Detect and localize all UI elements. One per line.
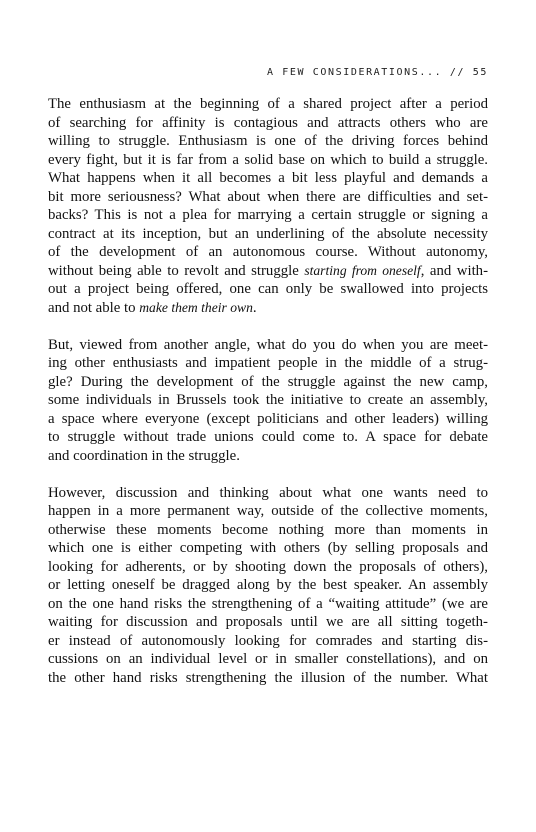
text-line: out a project being offered, one can only be swallowed into projects [48,281,488,297]
paragraph [48,95,488,317]
text-line: happen in a more permanent way, outside of the collective moments, [48,503,488,519]
text-line [48,262,488,281]
text-segment: without being able to revolt and struggle [48,262,305,279]
text-line: The enthusiasm at the beginning of a shared project after a period [48,96,488,112]
text-line: on the one hand risks the strengthening of a “waiting attitude” (we are [48,595,488,612]
text-line: backs? This is not a plea for marrying a certain struggle or signing a [48,207,488,223]
text-line: willing to struggle. Enthusiasm is one of the driving forces behind [48,133,488,149]
text-line: the other hand risks strengthening the illusion of the number. What [48,669,488,686]
text-line: to struggle without trade unions could come to. A space for debate [48,429,488,445]
text-line: of the development of an autonomous course. Without autonomy, [48,244,488,260]
text-line: What happens when it all becomes a bit less playful and demands a [48,170,488,186]
text-line: and coordination in the struggle. [48,447,240,464]
text-line: waiting for discussion and proposals until we are all sitting togeth- [48,614,488,630]
running-head: A FEW CONSIDERATIONS... // 55 [267,67,488,78]
text-line: bit more seriousness? What about when there are difficulties and set- [48,188,488,205]
text-line: every fight, but it is far from a solid base on which to build a struggle. [48,151,488,168]
text-segment: and not able to [48,299,140,316]
text-line: contract at its inception, but an underlining of the absolute necessity [48,225,488,242]
paragraph [48,336,488,466]
text-line: But, viewed from another angle, what do you do when you are meet- [48,336,488,353]
text-line: some individuals in Brussels took the initiative to create an assembly, [48,392,488,408]
text-line: er instead of autonomously looking for comrades and starting dis- [48,632,488,649]
text-segment: , and with- [420,262,488,279]
text-line: which one is either competing with others (by selling proposals and [48,540,488,556]
text-line: ing other enthusiasts and impatient people in the middle of a strug- [48,355,488,371]
text-line: or letting oneself be dragged along by the best speaker. An assembly [48,577,488,593]
text-line: otherwise these moments become nothing more than moments in [48,521,488,538]
text-line: looking for adherents, or by shooting down the proposals of others), [48,558,488,575]
text-line: a space where everyone (except politicians and other leaders) willing [48,410,488,427]
text-line: gle? During the development of the struggle against the new camp, [48,373,488,390]
text-line [48,299,488,318]
text-line: of searching for affinity is contagious and attracts others who are [48,114,488,131]
body-text [48,95,488,706]
italic-phrase: starting from oneself [304,262,421,278]
text-line: cussions on an individual level or in smaller constellations), and on [48,651,488,667]
italic-phrase: make them their own [139,299,253,315]
text-line: However, discussion and thinking about what one wants need to [48,484,488,501]
paragraph [48,484,488,688]
text-segment: . [252,299,257,316]
